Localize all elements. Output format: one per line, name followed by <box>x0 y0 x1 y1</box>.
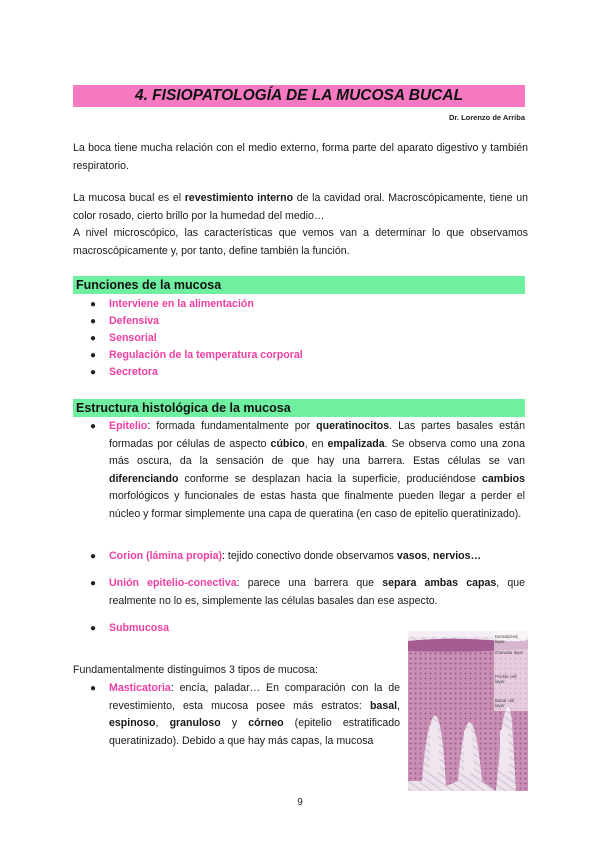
list-item-label: Interviene en la alimentación <box>109 298 254 310</box>
intro-paragraph-1: La boca tiene mucha relación con el medio externo, forma parte del aparato digestivo y también respiratorio. <box>73 142 528 172</box>
histology-illustration <box>408 631 528 791</box>
term-label: Masticatoria <box>109 682 171 694</box>
text: , en <box>304 437 328 450</box>
text: : encía, paladar… En comparación con la de revestimiento, esta mucosa posee más estratos: <box>109 682 400 712</box>
figure-label: Keratinized layer <box>495 634 518 644</box>
page-title: 4. FISIOPATOLOGÍA DE LA MUCOSA BUCAL <box>73 85 525 107</box>
bold-text: vasos <box>396 550 427 562</box>
bullet-icon: ● <box>90 623 97 634</box>
section-heading-estructura: Estructura histológica de la mucosa <box>73 399 525 417</box>
bold-text: nervios… <box>432 550 482 562</box>
bullet-icon: ● <box>90 578 97 589</box>
list-item <box>88 330 303 347</box>
bold-text: queratinocitos <box>316 420 390 432</box>
list-item-label: Regulación de la temperatura corporal <box>109 349 303 361</box>
list-item-label: Secretora <box>109 366 158 378</box>
bold-text: basal <box>369 699 398 712</box>
bullet-icon: ● <box>90 333 97 344</box>
text: : formada fundamentalmente por <box>147 420 317 432</box>
bold-text: granuloso <box>169 717 221 729</box>
funciones-list <box>88 296 303 381</box>
list-item-label: Defensiva <box>109 315 160 327</box>
author: Dr. Lorenzo de Arriba <box>449 113 525 122</box>
text: : parece una barrera que <box>236 577 383 589</box>
bold-text: cambios <box>482 472 525 485</box>
text: . Las partes basales están formadas por células de aspecto <box>109 420 526 450</box>
term-label: Epitelio <box>109 420 148 432</box>
text: , <box>397 699 400 712</box>
text: morfológicos y funcionales de estas hasta que finalmente pueden llegar a perder el núcleo y formar simplemente una capa de queratina (en caso de epitelio queratinizado). <box>109 490 525 520</box>
bold-text: cúbico <box>270 437 305 450</box>
bullet-icon: ● <box>90 367 97 378</box>
term-label: Corion (lámina propia) <box>109 550 223 562</box>
bullet-icon: ● <box>90 350 97 361</box>
text: , que realmente no lo es, simplemente las células basales dan ese aspecto. <box>109 577 526 607</box>
list-item-epitelio <box>88 418 525 523</box>
term-label: Unión epitelio-conectiva <box>109 577 237 589</box>
intro-paragraph-3: A nivel microscópico, las características que vemos van a determinar lo que observamos macroscópicamente y, por tanto, define también la función. <box>73 227 528 257</box>
intro-paragraph-2 <box>73 190 528 225</box>
list-item <box>88 347 303 364</box>
text: : tejido conectivo donde observamos <box>222 550 397 562</box>
figure-label: Prickle cell layer <box>495 674 517 684</box>
bold-text: diferenciando <box>109 472 179 485</box>
text: La mucosa bucal es el <box>73 192 185 204</box>
histology-figure <box>408 631 528 791</box>
list-item <box>88 313 303 330</box>
bold-text: espinoso <box>109 717 156 729</box>
text: . Se observa como una zona más oscura, da la sensación de que hay una barrera. Estas células se van <box>109 437 525 467</box>
list-item-label: Sensorial <box>109 332 157 344</box>
text: conforme se desplazan hacia la superficie, produciéndose <box>178 472 483 485</box>
page-number: 9 <box>297 797 303 808</box>
bullet-icon: ● <box>90 421 97 432</box>
list-item-masticatoria <box>88 680 400 750</box>
bold-text: separa ambas capas <box>382 577 497 589</box>
list-item <box>88 364 303 381</box>
bullet-icon: ● <box>90 683 97 694</box>
bullet-icon: ● <box>90 316 97 327</box>
text: , <box>426 550 433 562</box>
list-item-union <box>88 575 525 610</box>
bullet-icon: ● <box>90 299 97 310</box>
bold-text: empalizada <box>327 437 385 450</box>
list-item <box>88 296 303 313</box>
text: (epitelio estratificado queratinizado). Debido a que hay más capas, la mucosa <box>109 717 400 747</box>
list-item-submucosa <box>88 620 388 638</box>
figure-label: Basal cell layer <box>495 698 515 708</box>
tipos-intro: Fundamentalmente distinguimos 3 tipos de mucosa: <box>73 664 318 676</box>
bullet-icon: ● <box>90 551 97 562</box>
bold-text: revestimiento interno <box>184 192 294 204</box>
bold-text: córneo <box>248 717 284 729</box>
section-heading-funciones: Funciones de la mucosa <box>73 276 525 294</box>
text: de la cavidad oral. Macroscópicamente, tiene un color rosado, cierto brillo por la humedad del medio… <box>73 192 529 222</box>
text: , <box>155 717 170 729</box>
list-item-corion <box>88 548 525 566</box>
term-label: Submucosa <box>109 622 170 634</box>
figure-label: Granular layer <box>495 650 524 655</box>
text: y <box>220 717 249 729</box>
